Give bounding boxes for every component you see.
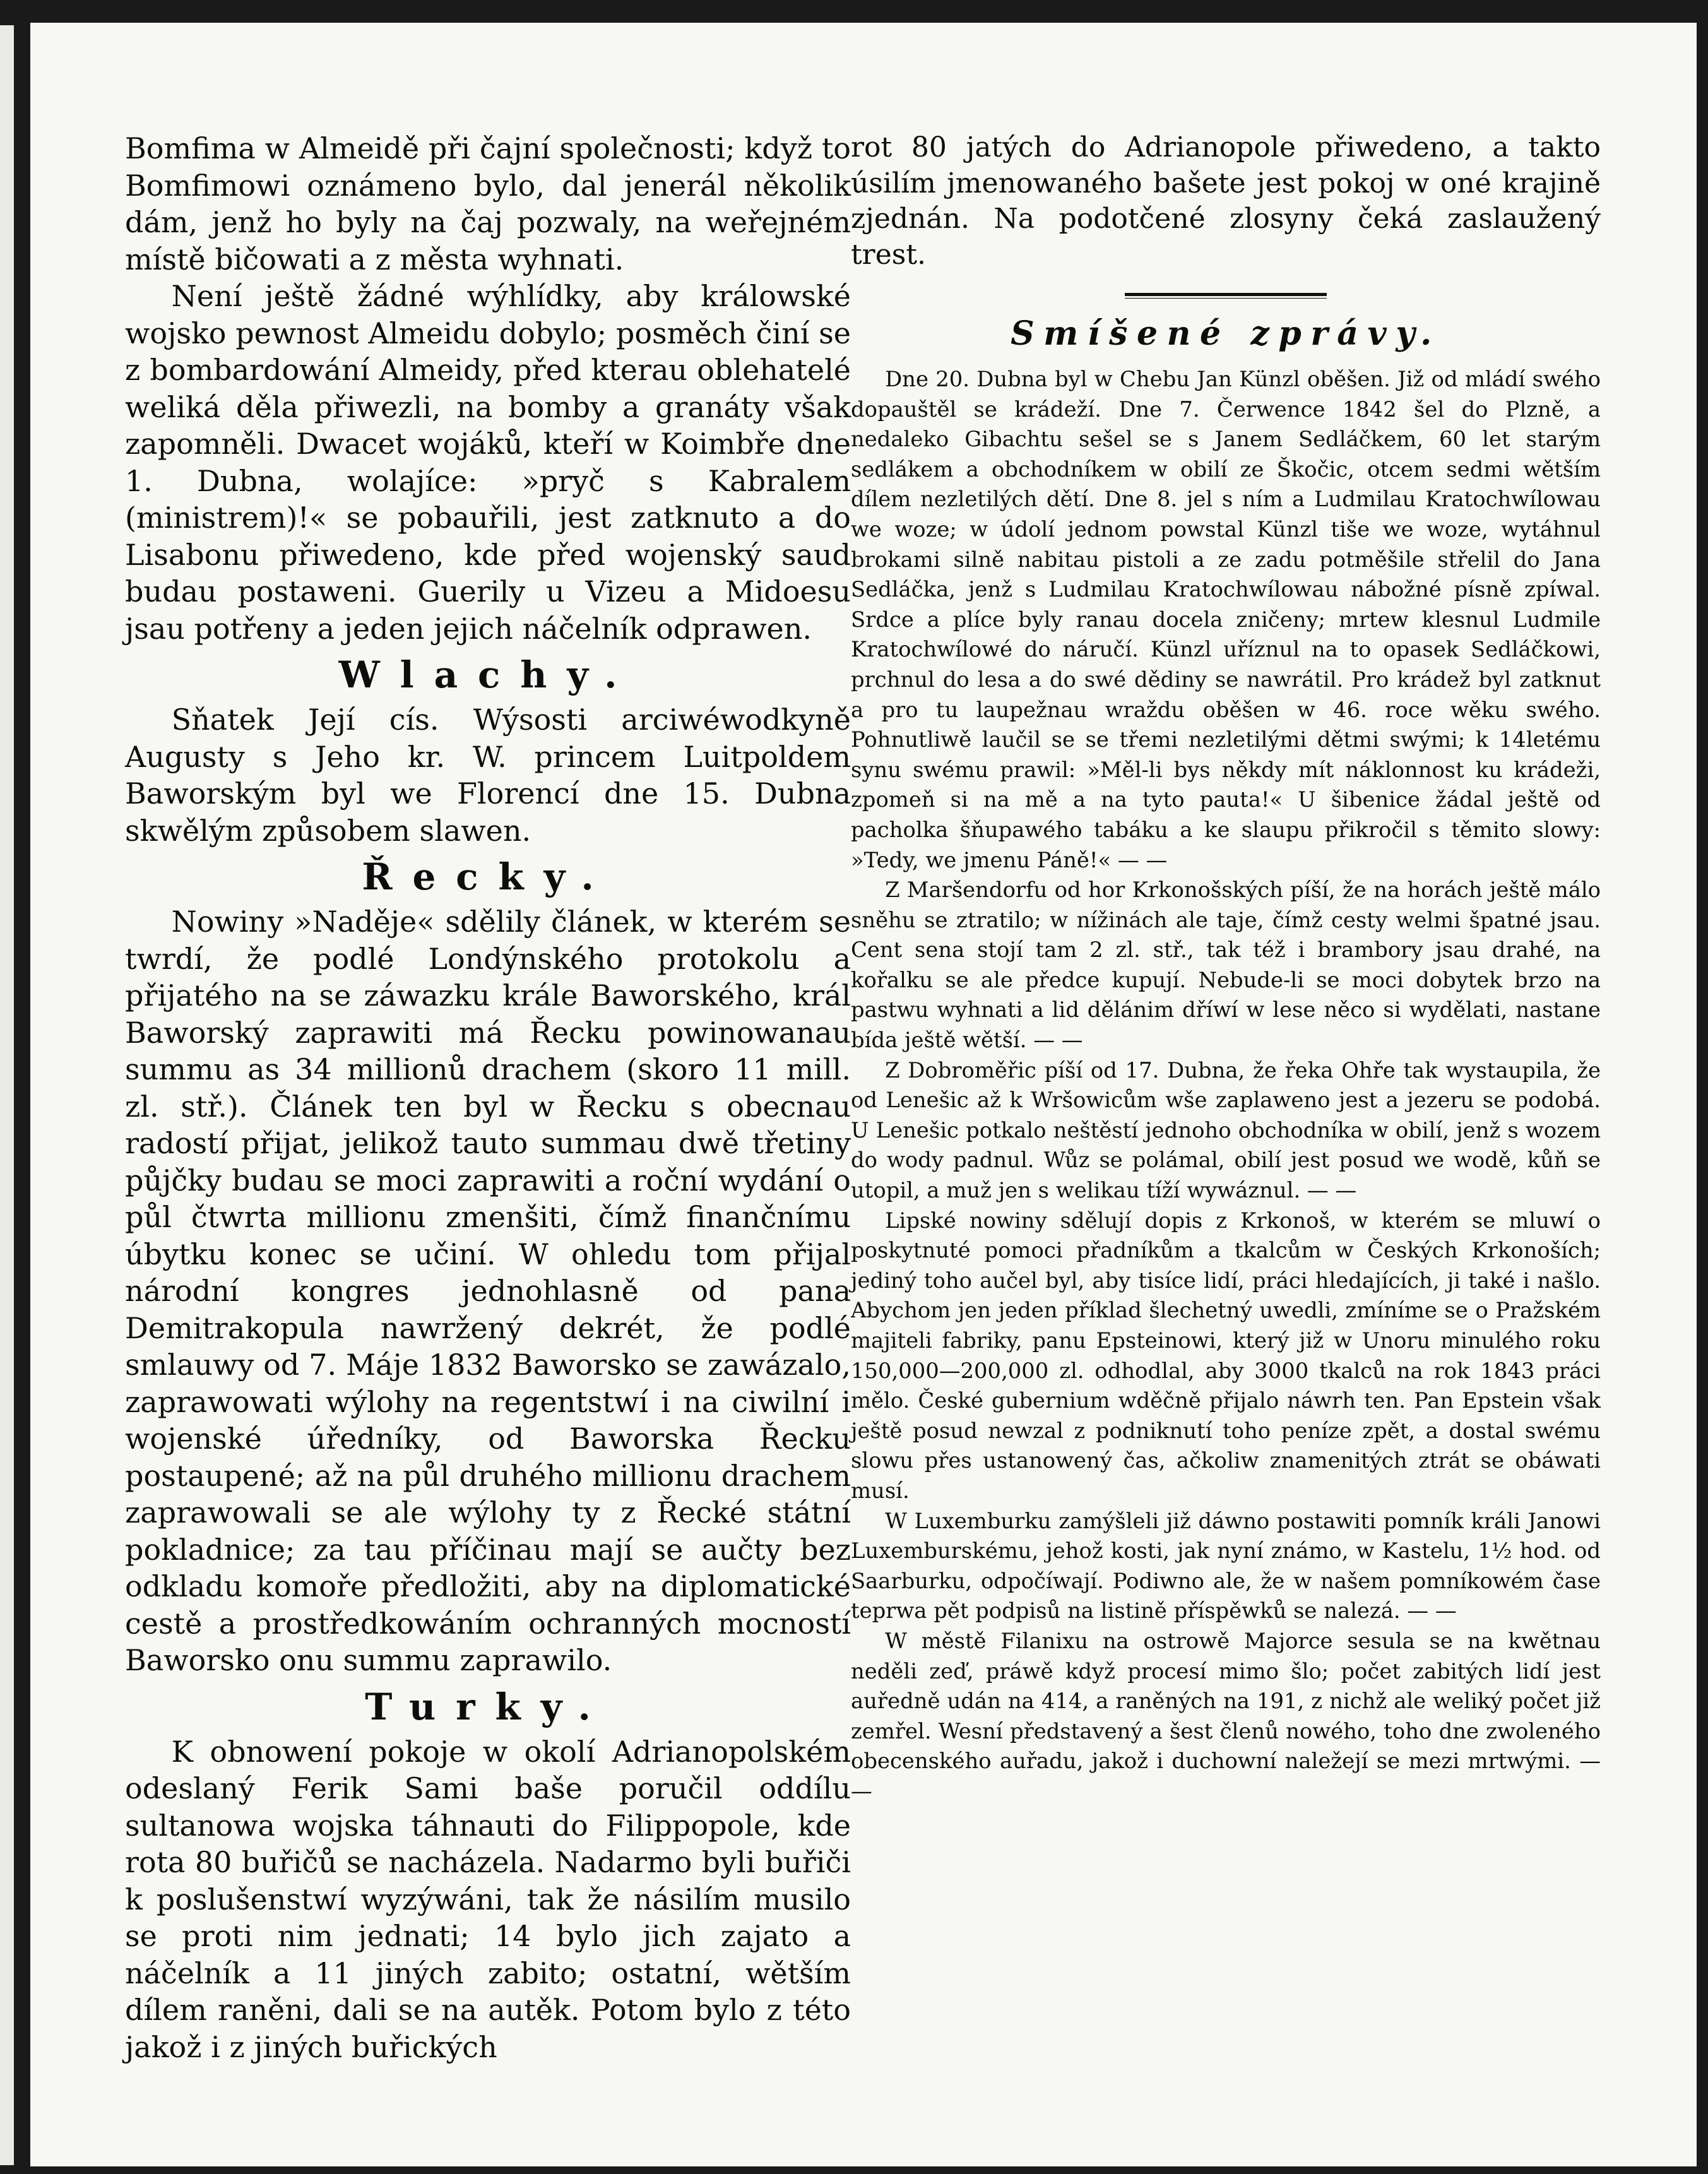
section-heading-smisene-zpravy: Smíšené zprávy. xyxy=(1011,314,1441,353)
news-item-dobromerice: Z Dobroměřic píší od 17. Dubna, že řeka Ohře tak wystaupila, že od Lenešic až k Wršowicům wše zaplaweno jest a jezeru se podobá. U Lenešic potkalo neštěstí jednoho obchodníka w obilí, jenž s wozem do wody padnul. Wůz se polámal, obilí jest posud we wodě, kůň se utopil, a muž jen s welikau tíží wywáznul. — — xyxy=(851,1057,1601,1203)
news-item-filanix: W městě Filanixu na ostrowě Majorce sesula se na kwětnau neděli zeď, práwě když procesí mimo šlo; počet zabitých lidí jest auředně udán na 414, a raněných na 191, z nichž ale weliký počet již zemřel. Wesní představený a šest členů nowého, toho dne zwoleného obecenského auřadu, jakož i duchowní naležejí se mezi mrtwými. — — xyxy=(851,1628,1601,1803)
newspaper-page xyxy=(30,23,1697,2166)
right-column xyxy=(851,130,1601,1807)
section-heading-recky: Řecky. xyxy=(362,855,614,898)
section-divider xyxy=(1125,293,1327,299)
section-heading-wlachy: Wlachy. xyxy=(338,653,638,696)
news-item-luxemburk: W Luxemburku zamýšleli již dáwno postawiti pomník králi Janowi Luxemburskému, jehož kosti, jak nyní známo, w Kastelu, 1½ hod. od Saarburku, odpočíwají. Podiwno ale, že w našem pomníkowém čase teprwa pět podpisů na listině příspěwků se nalezá. — — xyxy=(851,1508,1601,1624)
previous-page-edge xyxy=(0,25,14,2165)
news-item-krkonose: Lipské nowiny sdělují dopis z Krkonoš, w kterém se mluwí o poskytnuté pomoci přadníkům a tkalcům w Českých Krkonoších; jediný toho aučel byl, aby tisíce lidí, práci hledajících, ji také i našlo. Abychom jen jeden příklad šlechetný uwedli, zmíníme se o Pražském majiteli fabriky, panu Epsteinowi, který již w Unoru minulého roku 150,000—200,000 zl. odhodlal, aby 3000 tkalců na rok 1843 práci mělo. České gubernium wděčně přijalo náwrh ten. Pan Epstein však ještě posud newzal z podniknutí toho peníze zpět, a dostal swému slowu přes ustanowený čas, ačkoliw znamenitých ztrát se obáwati musí. xyxy=(851,1208,1601,1503)
paragraph-turky-continued: rot 80 jatých do Adrianopole přiwedeno, a takto úsilím jmenowaného bašete jest pokoj w oné krajině zjednán. Na podotčené zlosyny čeká zaslaužený trest. xyxy=(851,131,1601,271)
paragraph-almeida: Není ještě žádné wýhlídky, aby králowské wojsko pewnost Almeidu dobylo; posměch činí se z bombardowání Almeidy, před kterau oblehatelé weliká děla přiwezli, na bomby a granáty však zapomněli. Dwacet wojáků, kteří w Koimbře dne 1. Dubna, wolajíce: »pryč s Kabralem (ministrem)!« se pobauřili, jest zatknuto a do Lisabonu přiwedeno, kde před wojenský saud budau postaweni. Guerily u Vizeu a Midoesu jsau potřeny a jeden jejich náčelník odprawen. xyxy=(125,279,851,646)
left-column xyxy=(125,130,851,2065)
paragraph-wlachy: Sňatek Její cís. Wýsosti arciwéwodkyně Augusty s Jeho kr. W. princem Luitpoldem Baworským byl we Florencí dne 15. Dubna skwělým způsobem slawen. xyxy=(125,703,851,848)
news-item-marsendorf: Z Maršendorfu od hor Krkonošských píší, že na horách ještě málo sněhu se ztratilo; w nížinách ale taje, čímž cesty welmi špatné jsau. Cent sena stojí tam 2 zl. stř., tak též i brambory jsau drahé, na kořalku se ale předce kupují. Nebude-li se moci dobytek brzo na pastwu wyhnati a lid dělánim dříwí w lese něco si wydělati, nastane bída ještě wětší. — — xyxy=(851,877,1601,1053)
paragraph-recky: Nowiny »Naděje« sdělily článek, w kterém se twrdí, že podlé Londýnského protokolu a přijatého na se záwazku krále Baworského, král Baworský zaprawiti má Řecku powinowanau summu as 34 millionů drachem (skoro 11 mill. zl. stř.). Článek ten byl w Řecku s obecnau radostí přijat, jelikož tauto summau dwě třetiny půjčky budau se moci zaprawiti a roční wydání o půl čtwrta millionu zmenšiti, čímž finančnímu úbytku konec se učiní. W ohledu tom přijal národní kongres jednohlasně od pana Demitrakopula nawržený dekrét, že podlé smlauwy od 7. Máje 1832 Baworsko se zawázalo, zaprawowati wýlohy na regentstwí i na ciwilní i wojenské úředníky, od Baworska Řecku postaupené; až na půl druhého millionu drachem zaprawowali se ale wýlohy ty z Řecké státní pokladnice; za tau příčinau mají se aučty bez odkladu komoře předložiti, aby na diplomatické cestě a prostředkowáním ochranných mocností Baworsko onu summu zaprawilo. xyxy=(125,905,851,1677)
news-item-kunzl: Dne 20. Dubna byl w Chebu Jan Künzl oběšen. Již od mládí swého dopauštěl se krádeží. Dne 7. Čerwence 1842 šel do Plzně, a nedaleko Gibachtu sešel se s Janem Sedláčkem, 60 let starým sedlákem a obchodníkem w obilí ze Škočic, otcem sedmi wětším dílem nezletilých dětí. Dne 8. jel s ním a Ludmilau Kratochwílowau we woze; w údolí jednom powstal Künzl tiše we woze, wytáhnul brokami silně nabitau pistoli a ze zadu potměšile střelil do Jana Sedláčka, jenž s Ludmilau Kratochwílowau nábožné písně zpíwal. Srdce a plíce byly ranau docela zničeny; mrtew klesnul Ludmile Kratochwílowé do náručí. Künzl uříznul na to opasek Sedláčkowi, prchnul do lesa a do swé dědiny se nawrátil. Pro krádež byl zatknut a pro tu laupežnau wraždu oběšen w 46. roce wěku swého. Pohnutliwě laučil se se třemi nezletilými dětmi swými; k 14letému synu swému prawil: »Měl-li bys někdy mít náklonnost ku krádeži, zpomeň si na mě a na tyto pauta!« U šibenice žádal ještě od pacholka šňupawého tabáku a ke slaupu přikročil s těmito slowy: »Tedy, we jmenu Páně!« — — xyxy=(851,367,1601,872)
section-heading-turky: Turky. xyxy=(365,1685,611,1728)
paragraph-bomfim: Bomfima w Almeidě při čajní společnosti; když to Bomfimowi oznámeno bylo, dal jenerál několik dám, jenž ho byly na čaj pozwaly, na weřejném místě bičowati a z města wyhnati. xyxy=(125,131,851,276)
paragraph-turky: K obnowení pokoje w okolí Adrianopolském odeslaný Ferik Sami baše poručil oddílu sultanowa wojska táhnauti do Filippopole, kde rota 80 buřičů se nacházela. Nadarmo byli buřiči k poslušenstwí wyzýwáni, tak že násilím musilo se proti nim jednati; 14 bylo jich zajato a náčelník a 11 jiných zabito; ostatní, wětším dílem raněni, dali se na autěk. Potom bylo z této jakož i z jiných buřických xyxy=(125,1734,851,2064)
